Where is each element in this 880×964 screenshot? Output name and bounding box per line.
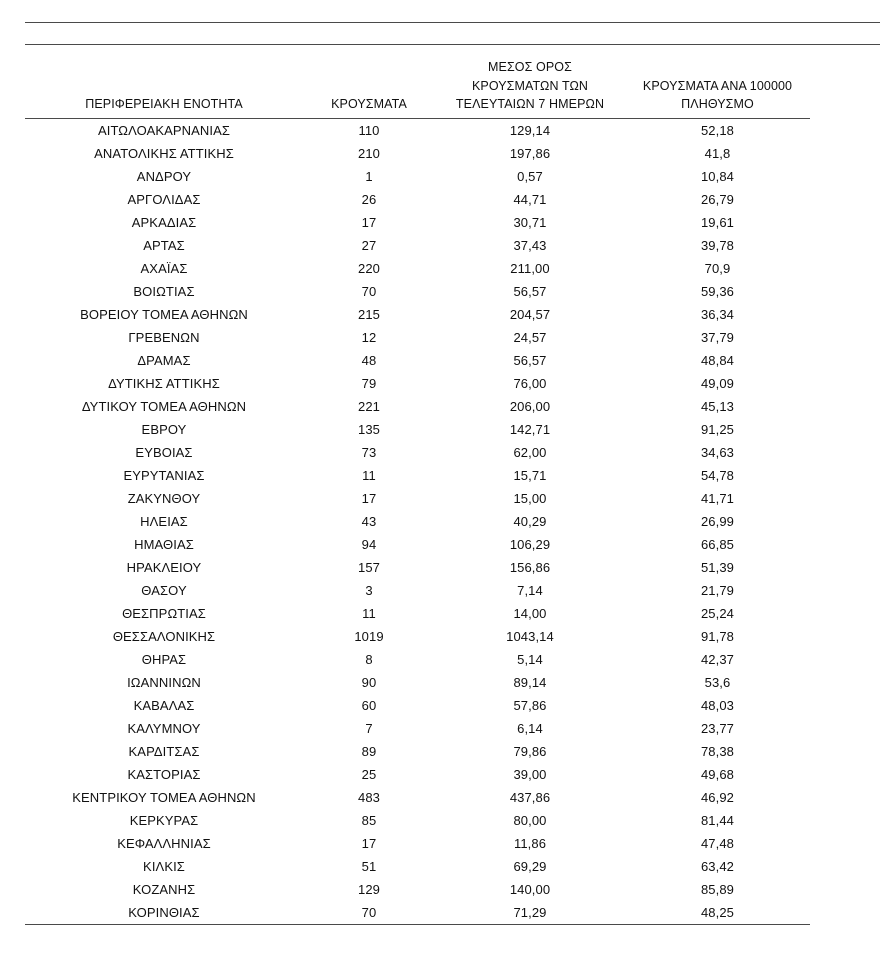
cell-cases: 17 [361, 835, 377, 851]
cell-seven-day-average: 80,00 [513, 812, 547, 828]
cell-cases: 12 [361, 329, 377, 345]
column-header-line: ΚΡΟΥΣΜΑΤΑ [331, 97, 407, 111]
cell-cases: 221 [358, 398, 380, 414]
table-row [25, 487, 810, 510]
column-header-cases-per-100000 [625, 58, 810, 118]
table-row [25, 303, 810, 326]
cell-seven-day-average: 15,71 [513, 467, 547, 483]
cell-cases: 135 [358, 421, 380, 437]
cell-cases: 157 [358, 559, 380, 575]
cell-cases: 483 [358, 789, 380, 805]
cell-cases-per-100000: 85,89 [700, 881, 735, 897]
cell-seven-day-average: 142,71 [509, 421, 551, 437]
cell-region: ΒΟΙΩΤΙΑΣ [133, 283, 195, 299]
cell-cases-per-100000: 48,84 [700, 352, 735, 368]
table-row [25, 257, 810, 280]
table-row [25, 533, 810, 556]
cell-cases: 11 [362, 605, 376, 621]
table-row [25, 234, 810, 257]
cell-region: ΗΛΕΙΑΣ [140, 513, 188, 529]
cell-cases-per-100000: 53,6 [704, 674, 731, 690]
cell-region: ΔΥΤΙΚΟΥ ΤΟΜΕΑ ΑΘΗΝΩΝ [81, 398, 247, 414]
cell-region: ΘΗΡΑΣ [141, 651, 187, 667]
cell-cases-per-100000: 41,8 [704, 145, 731, 161]
table-row [25, 211, 810, 234]
table-row [25, 671, 810, 694]
cell-seven-day-average: 39,00 [513, 766, 547, 782]
cell-seven-day-average: 129,14 [509, 122, 551, 138]
cell-seven-day-average: 14,00 [513, 605, 547, 621]
table-header-row [25, 58, 810, 118]
cell-region: ΑΙΤΩΛΟΑΚΑΡΝΑΝΙΑΣ [97, 122, 231, 138]
cell-cases: 17 [361, 490, 377, 506]
cell-region: ΚΙΛΚΙΣ [143, 858, 185, 874]
cell-region: ΒΟΡΕΙΟΥ ΤΟΜΕΑ ΑΘΗΝΩΝ [80, 306, 248, 322]
table-row [25, 740, 810, 763]
cell-region: ΚΑΛΥΜΝΟΥ [127, 720, 201, 736]
cell-seven-day-average: 57,86 [513, 697, 547, 713]
cell-seven-day-average: 6,14 [517, 720, 543, 736]
table-container [25, 58, 810, 925]
cell-seven-day-average: 89,14 [513, 674, 547, 690]
cell-seven-day-average: 44,71 [513, 191, 547, 207]
cell-cases: 48 [361, 352, 377, 368]
table-row [25, 878, 810, 901]
cell-cases-per-100000: 37,79 [700, 329, 735, 345]
table-row [25, 349, 810, 372]
cell-region: ΑΡΓΟΛΙΔΑΣ [127, 191, 201, 207]
table-row [25, 441, 810, 464]
table-row [25, 326, 810, 349]
cell-region: ΑΧΑΪΑΣ [140, 260, 188, 276]
cell-seven-day-average: 11,86 [513, 835, 547, 851]
cell-seven-day-average: 211,00 [510, 260, 550, 276]
table-row [25, 809, 810, 832]
table-row [25, 855, 810, 878]
cell-cases: 70 [303, 901, 435, 925]
cell-region: ΘΕΣΠΡΩΤΙΑΣ [122, 605, 206, 621]
cell-seven-day-average: 40,29 [513, 513, 547, 529]
table-row [25, 418, 810, 441]
cell-cases-per-100000: 34,63 [700, 444, 735, 460]
cell-seven-day-average: 71,29 [435, 901, 625, 925]
top-rule-primary [25, 22, 880, 23]
cell-region: ΘΑΣΟΥ [141, 582, 187, 598]
table-row [25, 602, 810, 625]
cell-region: ΔΡΑΜΑΣ [137, 352, 191, 368]
column-header-line: ΠΛΗΘΥΣΜΟ [681, 97, 754, 111]
cell-seven-day-average: 15,00 [513, 490, 547, 506]
cell-cases: 3 [365, 582, 373, 598]
column-header-seven-day-average [435, 58, 625, 118]
cell-region: ΓΡΕΒΕΝΩΝ [128, 329, 200, 345]
cell-seven-day-average: 37,43 [513, 237, 547, 253]
cell-cases-per-100000: 66,85 [700, 536, 735, 552]
cell-region: ΕΥΒΟΙΑΣ [135, 444, 193, 460]
table-row [25, 118, 810, 142]
cell-cases: 7 [365, 720, 373, 736]
table-row [25, 579, 810, 602]
cell-region: ΗΡΑΚΛΕΙΟΥ [126, 559, 202, 575]
cell-region: ΖΑΚΥΝΘΟΥ [127, 490, 201, 506]
cell-seven-day-average: 62,00 [513, 444, 547, 460]
cell-cases: 51 [361, 858, 377, 874]
table-row [25, 165, 810, 188]
column-header-region [25, 58, 303, 118]
cell-cases: 1019 [354, 628, 384, 644]
cell-cases-per-100000: 25,24 [700, 605, 735, 621]
cell-cases-per-100000: 70,9 [704, 260, 731, 276]
table-row [25, 464, 810, 487]
cell-seven-day-average: 56,57 [513, 283, 547, 299]
cell-cases: 60 [361, 697, 377, 713]
cell-seven-day-average: 79,86 [513, 743, 547, 759]
table-row [25, 280, 810, 303]
cell-cases: 90 [361, 674, 377, 690]
table-row [25, 763, 810, 786]
cell-region: ΕΥΡΥΤΑΝΙΑΣ [123, 467, 205, 483]
table-row [25, 717, 810, 740]
column-header-line: ΤΕΛΕΥΤΑΙΩΝ 7 ΗΜΕΡΩΝ [455, 97, 605, 111]
cell-seven-day-average: 5,14 [517, 651, 543, 667]
table-row [25, 786, 810, 809]
cell-seven-day-average: 106,29 [509, 536, 551, 552]
cell-cases-per-100000: 81,44 [700, 812, 735, 828]
cell-cases: 89 [361, 743, 377, 759]
table-row [25, 832, 810, 855]
cell-region: ΚΑΡΔΙΤΣΑΣ [128, 743, 200, 759]
column-header-line: ΠΕΡΙΦΕΡΕΙΑΚΗ ΕΝΟΤΗΤΑ [85, 97, 243, 111]
cell-cases-per-100000: 23,77 [700, 720, 735, 736]
table-row [25, 648, 810, 671]
cell-cases-per-100000: 49,09 [700, 375, 735, 391]
cell-region: ΑΡΤΑΣ [143, 237, 185, 253]
cell-cases-per-100000: 63,42 [700, 858, 735, 874]
table-header [25, 58, 810, 118]
cell-cases: 215 [358, 306, 380, 322]
cell-cases: 70 [361, 283, 377, 299]
cell-cases-per-100000: 54,78 [700, 467, 735, 483]
cell-cases-per-100000: 49,68 [700, 766, 735, 782]
top-rule-secondary [25, 44, 880, 45]
cell-region: ΔΥΤΙΚΗΣ ΑΤΤΙΚΗΣ [108, 375, 220, 391]
cell-seven-day-average: 56,57 [513, 352, 547, 368]
table-row [25, 556, 810, 579]
cell-cases-per-100000: 21,79 [700, 582, 735, 598]
cell-seven-day-average: 24,57 [513, 329, 547, 345]
cell-region: ΗΜΑΘΙΑΣ [134, 536, 194, 552]
column-header-line: ΜΕΣΟΣ ΟΡΟΣ [488, 60, 572, 74]
cell-cases-per-100000: 45,13 [700, 398, 735, 414]
cell-seven-day-average: 437,86 [509, 789, 551, 805]
table-row [25, 901, 810, 925]
cell-region: ΕΒΡΟΥ [141, 421, 187, 437]
cell-cases-per-100000: 59,36 [700, 283, 735, 299]
cell-region: ΘΕΣΣΑΛΟΝΙΚΗΣ [112, 628, 216, 644]
cell-cases-per-100000: 36,34 [700, 306, 735, 322]
table-row [25, 395, 810, 418]
table-row [25, 625, 810, 648]
cell-region: ΚΕΝΤΡΙΚΟΥ ΤΟΜΕΑ ΑΘΗΝΩΝ [72, 789, 256, 805]
cell-region: ΚΑΣΤΟΡΙΑΣ [127, 766, 201, 782]
table-row [25, 510, 810, 533]
column-header-line: ΚΡΟΥΣΜΑΤΩΝ ΤΩΝ [471, 78, 589, 93]
cell-cases: 11 [362, 467, 376, 483]
cell-cases: 85 [361, 812, 377, 828]
table-row [25, 188, 810, 211]
cell-seven-day-average: 30,71 [513, 214, 547, 230]
cell-region: ΚΟΖΑΝΗΣ [132, 881, 196, 897]
cell-seven-day-average: 0,57 [517, 168, 543, 184]
cell-seven-day-average: 69,29 [513, 858, 547, 874]
cell-cases-per-100000: 91,78 [700, 628, 735, 644]
column-header-line: ΚΡΟΥΣΜΑΤΑ ΑΝΑ 100000 [642, 78, 793, 93]
cell-cases: 73 [361, 444, 377, 460]
cell-cases: 26 [361, 191, 377, 207]
cell-cases-per-100000: 19,61 [700, 214, 735, 230]
cell-cases: 210 [358, 145, 380, 161]
cell-cases-per-100000: 48,25 [625, 901, 810, 925]
cell-seven-day-average: 156,86 [509, 559, 551, 575]
cell-cases: 220 [358, 260, 380, 276]
cell-region: ΑΝΔΡΟΥ [136, 168, 192, 184]
cell-region: ΙΩΑΝΝΙΝΩΝ [127, 674, 201, 690]
cell-cases-per-100000: 78,38 [700, 743, 735, 759]
cell-cases-per-100000: 52,18 [700, 122, 735, 138]
cell-cases: 8 [365, 651, 373, 667]
cell-cases-per-100000: 26,79 [700, 191, 735, 207]
cell-region: ΑΝΑΤΟΛΙΚΗΣ ΑΤΤΙΚΗΣ [94, 145, 234, 161]
cell-cases-per-100000: 46,92 [700, 789, 735, 805]
table-row [25, 694, 810, 717]
cell-cases-per-100000: 26,99 [700, 513, 735, 529]
cell-cases-per-100000: 10,84 [700, 168, 735, 184]
cell-seven-day-average: 140,00 [509, 881, 551, 897]
cell-cases: 94 [361, 536, 377, 552]
cell-seven-day-average: 204,57 [509, 306, 551, 322]
column-header-cases [303, 58, 435, 118]
cell-cases: 17 [361, 214, 377, 230]
cell-region: ΑΡΚΑΔΙΑΣ [131, 214, 197, 230]
cell-cases: 1 [365, 168, 373, 184]
covid-regional-cases-table [25, 58, 810, 925]
table-body [25, 118, 810, 924]
cell-region: ΚΕΡΚΥΡΑΣ [129, 812, 199, 828]
cell-region: ΚΑΒΑΛΑΣ [133, 697, 195, 713]
cell-cases: 129 [358, 881, 380, 897]
cell-cases: 27 [361, 237, 377, 253]
cell-seven-day-average: 197,86 [509, 145, 551, 161]
cell-cases-per-100000: 42,37 [700, 651, 735, 667]
cell-cases: 43 [361, 513, 377, 529]
cell-cases: 110 [358, 122, 380, 138]
cell-cases-per-100000: 91,25 [700, 421, 735, 437]
cell-cases: 25 [361, 766, 377, 782]
cell-seven-day-average: 206,00 [509, 398, 551, 414]
cell-cases-per-100000: 47,48 [700, 835, 735, 851]
cell-seven-day-average: 7,14 [517, 582, 543, 598]
cell-region: ΚΟΡΙΝΘΙΑΣ [25, 901, 303, 925]
cell-cases-per-100000: 51,39 [700, 559, 735, 575]
table-row [25, 372, 810, 395]
cell-region: ΚΕΦΑΛΛΗΝΙΑΣ [117, 835, 211, 851]
cell-cases-per-100000: 41,71 [700, 490, 735, 506]
cell-seven-day-average: 76,00 [513, 375, 547, 391]
cell-cases: 79 [361, 375, 377, 391]
table-row [25, 142, 810, 165]
cell-cases-per-100000: 48,03 [700, 697, 735, 713]
cell-seven-day-average: 1043,14 [506, 628, 554, 644]
cell-cases-per-100000: 39,78 [700, 237, 735, 253]
